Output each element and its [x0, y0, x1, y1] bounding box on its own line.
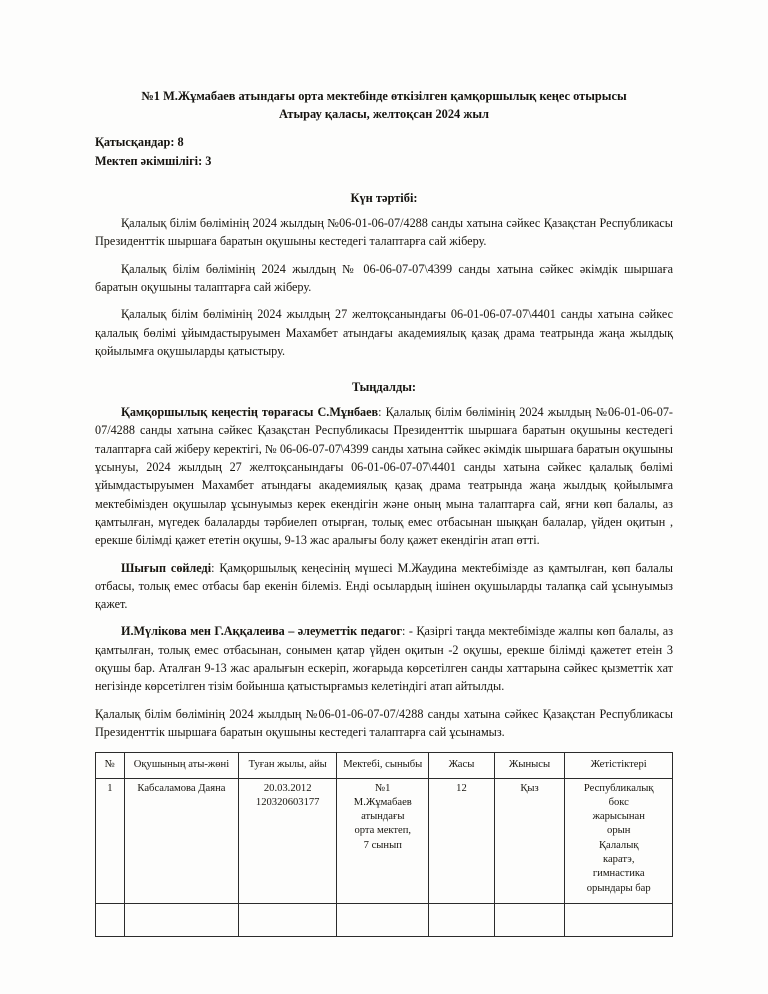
school-line: 7 сынып	[363, 839, 402, 851]
row-birth	[239, 903, 337, 936]
row-achievements	[565, 903, 673, 936]
table-header-cell: Жынысы	[494, 753, 565, 778]
table-row	[96, 778, 673, 903]
achievement-line: Қалалық	[598, 839, 639, 851]
listened-heading: Тыңдалды:	[351, 380, 417, 395]
administration-count: Мектеп әкімшілігі: 3	[95, 154, 212, 169]
row-age: 12	[429, 778, 494, 903]
row-school	[337, 903, 429, 936]
speaker-name: Қамқоршылық кеңестің төрағасы С.Мұнбаев	[121, 405, 379, 420]
speaker-entry	[95, 622, 673, 695]
school-line: атындағы	[361, 811, 405, 823]
row-gender	[494, 903, 565, 936]
meta-block	[95, 133, 673, 171]
table-header-cell: Туған жылы, айы	[239, 753, 337, 778]
speaker-name: Шығып сөйледі	[121, 560, 212, 575]
school-line: №1	[375, 782, 391, 794]
students-table	[95, 752, 673, 936]
row-student-name: Кабсаламова Даяна	[124, 778, 238, 903]
achievement-line: каратэ,	[602, 853, 635, 865]
attendees-count: Қатысқандар: 8	[95, 134, 184, 149]
row-achievements	[565, 778, 673, 903]
speakers-list	[95, 403, 673, 695]
speaker-text: : Қамқоршылық кеңесінің мүшесі М.Жаудина мектебімізде аз қамтылған, көп балалы отбасы, толық емес отбасы бар екенін білеміз. Енді осылардың ішінен оқушыларды талапқа сай ұсынуымыз қажет.	[95, 560, 673, 612]
row-number: 1	[96, 778, 125, 903]
birth-date: 20.03.2012	[263, 782, 312, 794]
table-header-cell: Жасы	[429, 753, 494, 778]
document-title-line2: Атырау қаласы, желтоқсан 2024 жыл	[279, 106, 489, 121]
achievement-line: орындары бар	[586, 882, 651, 894]
speaker-entry	[95, 559, 673, 614]
achievement-line: орын	[607, 825, 631, 837]
row-gender: Қыз	[494, 778, 565, 903]
table-row	[96, 903, 673, 936]
school-line: орта мектеп,	[354, 825, 412, 837]
speaker-entry	[95, 403, 673, 549]
agenda-item: Қалалық білім бөлімінің 2024 жылдың №06-01-06-07/4288 санды хатына сәйкес Қазақстан Республикасы Президенттік шыршаға баратын оқушыны кестедегі талаптарға сай жіберу.	[95, 216, 673, 249]
speaker-name: И.Мүлікова мен Г.Аққалеива – әлеуметтік педагог	[121, 624, 402, 639]
row-number	[96, 903, 125, 936]
document-title-line1: №1 М.Жұмабаев атындағы орта мектебінде өткізілген қамқоршылық кеңес отырысы	[141, 89, 627, 103]
row-school	[337, 778, 429, 903]
row-age	[429, 903, 494, 936]
agenda-heading: Күн тәртібі:	[350, 191, 418, 206]
agenda-item: Қалалық білім бөлімінің 2024 жылдың 27 желтоқсанындағы 06-01-06-07-07\4401 санды хатына сәйкес қалалық бөлімі ұйымдастыруымен Махамбет атындағы академиялық қазақ драма театрында жаңа жылдық қойылымға оқушыларды қатыстыру.	[95, 307, 673, 358]
school-line: М.Жұмабаев	[353, 796, 412, 808]
closing-block	[95, 705, 673, 742]
table-header-cell: №	[96, 753, 125, 778]
agenda-item: Қалалық білім бөлімінің 2024 жылдың № 06-06-07-07\4399 санды хатына сәйкес әкімдік шыршаға баратын оқушыны талаптарға сай жіберу.	[95, 261, 673, 294]
table-header-cell: Жетістіктері	[565, 753, 673, 778]
row-student-name	[124, 903, 238, 936]
birth-iin: 120320603177	[255, 796, 320, 808]
achievement-line: бокс	[608, 796, 629, 808]
row-birth	[239, 778, 337, 903]
speaker-text: : - Қазіргі таңда мектебімізде жалпы көп балалы, аз қамтылған, толық емес отбасынан, сонымен қатар үйден оқитын -2 оқушы, ерекше білімді қажетет етеін 3 оқушы бар. Аталған 9-13 жас аралығын ескеріп, жоғарыда көрсетілген санды хаттарына сәйкес қызметтік хат негізінде көрсетілген тізім бойынша қатыстырғамыз келетіндігі атап айтылды.	[95, 624, 674, 694]
achievement-line: Республикалық	[583, 782, 654, 794]
speaker-text: : Қалалық білім бөлімінің 2024 жылдың №06-01-06-07-07/4288 санды хатына сәйкес Қазақстан Республикасы Президенттік шыршаға баратын оқушыны кестедегі талаптарға сай жіберу керектігі, № 06-06-07-07\4399 санды хатына сәйкес әкімдік шыршаға баратын оқушыны ұсынуы, 2024 жылдың 27 желтоқсанындағы 06-01-06-07-07\4401 санды хатына сәйкес қалалық бөлімі ұйымдастыруымен Махамбет атындағы академиялық қазақ драма театрында жаңа жылдық қойылымға мектебімізден оқушылар ұсынуымыз керек екендігін және оның мына талаптарға сай, яғни көп балалы, аз қамтылған, мүгедек балаларды тәрбиелеп отырған, толық емес отбасынан шыққан балалар, үйден оқитын , ерекше білімді қажет ететін оқушы, 9-13 жас аралығы болу қажет екендігін атап өтті.	[95, 405, 673, 548]
table-header-row	[96, 753, 673, 778]
table-header-cell: Мектебі, сыныбы	[337, 753, 429, 778]
agenda-list	[95, 214, 673, 360]
achievement-line: гимнастика	[592, 868, 645, 880]
document-content	[95, 88, 673, 937]
table-header-cell: Оқушының аты-жөні	[124, 753, 238, 778]
achievement-line: жарысынан	[592, 811, 645, 823]
closing-paragraph: Қалалық білім бөлімінің 2024 жылдың №06-01-06-07-07/4288 санды хатына сәйкес Қазақстан Республикасы Президенттік шыршаға баратын оқушыны кестедегі талаптарға сай ұсынамыз.	[95, 706, 673, 739]
